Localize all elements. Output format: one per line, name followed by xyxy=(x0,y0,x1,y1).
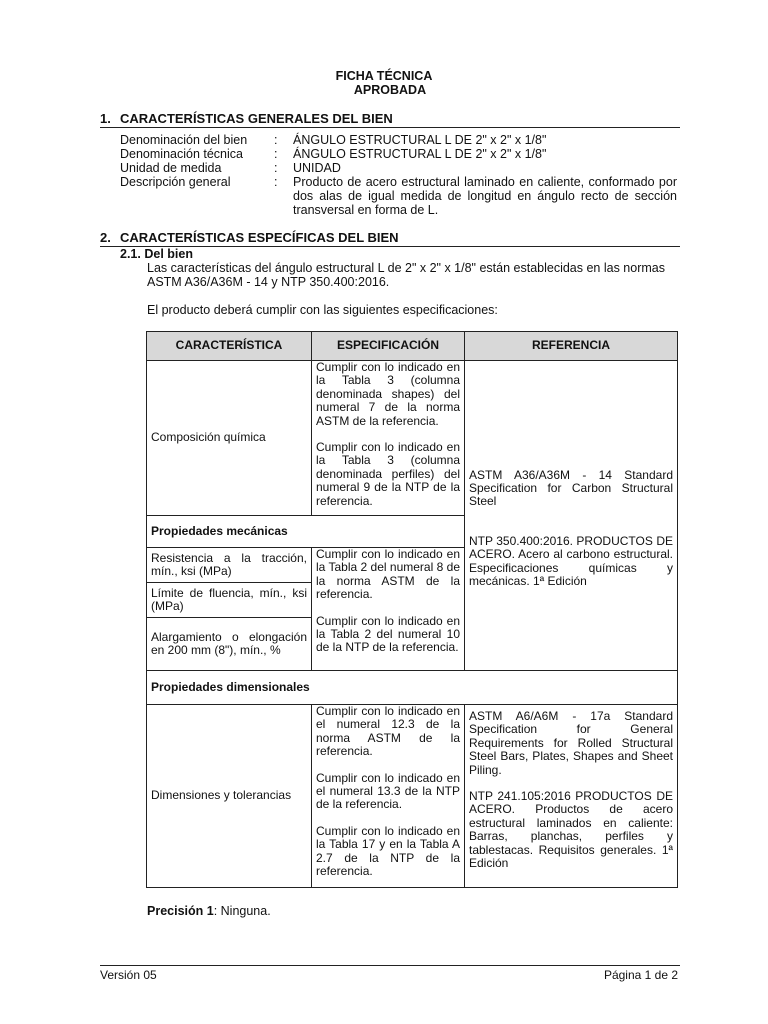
general-value: UNIDAD xyxy=(293,161,341,175)
general-label: Denominación técnica xyxy=(120,147,243,161)
reference-cell-2 xyxy=(465,705,678,888)
dim-spec-ntp-13: Cumplir con lo indicado en el numeral 13.3 de la NTP de la referencia. xyxy=(316,770,460,812)
section-2-heading xyxy=(100,230,680,247)
footer-version: Versión 05 xyxy=(100,968,157,982)
mech-spec-astm: Cumplir con lo indicado en la Tabla 2 del numeral 8 de la norma ASTM de la referencia. xyxy=(316,547,460,602)
table-header-row xyxy=(147,332,678,361)
general-value: ÁNGULO ESTRUCTURAL L DE 2" x 2" x 1/8" xyxy=(293,133,547,147)
dim-spec-astm: Cumplir con lo indicado en el numeral 12.3 de la norma ASTM de la referencia. xyxy=(316,704,460,759)
mech-header-cell: Propiedades mecánicas xyxy=(147,516,465,548)
document-status: APROBADA xyxy=(353,83,427,97)
general-label: Unidad de medida xyxy=(120,161,222,175)
mech-elongacion-cell: Alargamiento o elongación en 200 mm (8"), mín., % xyxy=(147,618,312,671)
header-caracteristica: CARACTERÍSTICA xyxy=(147,332,312,361)
chem-label-cell: Composición química xyxy=(147,361,312,516)
general-label: Descripción general xyxy=(120,175,231,189)
paragraph-especificaciones: El producto deberá cumplir con las siguientes especificaciones: xyxy=(147,303,498,317)
mech-spec-ntp: Cumplir con lo indicado en la Tabla 2 del numeral 10 de la NTP de la referencia. xyxy=(316,613,460,655)
section-1-heading xyxy=(100,111,680,128)
chem-spec-ntp: Cumplir con lo indicado en la Tabla 3 (columna denominada perfiles) del numeral 9 de la NTP de la referencia. xyxy=(316,440,460,508)
spacer xyxy=(316,759,460,772)
reference-ntp-350: NTP 350.400:2016. PRODUCTOS DE ACERO. Acero al carbono estructural. Especificaciones químicas y mecánicas. 1ª Edición xyxy=(469,533,673,589)
dim-label-cell: Dimensiones y tolerancias xyxy=(147,705,312,888)
subsection-number: 2.1. xyxy=(120,247,141,261)
dim-header-cell: Propiedades dimensionales xyxy=(147,671,678,705)
general-value: ÁNGULO ESTRUCTURAL L DE 2" x 2" x 1/8" xyxy=(293,147,547,161)
reference-astm-a6: ASTM A6/A6M - 17a Standard Specification for General Requirements for Rolled Structural Steel Bars, Plates, Shapes and Sheet Piling. xyxy=(469,709,673,777)
spacer xyxy=(316,812,460,825)
reference-astm-a36: ASTM A36/A36M - 14 Standard Specification for Carbon Structural Steel xyxy=(469,467,673,509)
general-value: Producto de acero estructural laminado en caliente, conformado por dos alas de igual medida de longitud en ángulo recto de sección transversal en forma de L. xyxy=(293,175,677,217)
subsection-heading xyxy=(120,247,193,261)
spacer xyxy=(316,602,460,615)
table-row-composicion xyxy=(147,361,678,516)
spacer xyxy=(469,509,673,535)
specifications-table xyxy=(146,331,678,888)
mech-spec-cell xyxy=(312,548,465,671)
section-2-title: CARACTERÍSTICAS ESPECÍFICAS DEL BIEN xyxy=(120,230,399,245)
footer-divider xyxy=(100,965,680,966)
section-1-title: CARACTERÍSTICAS GENERALES DEL BIEN xyxy=(120,111,393,126)
general-colon: : xyxy=(274,175,278,189)
header-referencia: REFERENCIA xyxy=(465,332,678,361)
precision-label: Precisión 1 xyxy=(147,904,214,918)
reference-cell-1 xyxy=(465,361,678,671)
mech-fluencia-cell: Límite de fluencia, mín., ksi (MPa) xyxy=(147,583,312,618)
header-especificacion: ESPECIFICACIÓN xyxy=(312,332,465,361)
section-2-number: 2. xyxy=(100,230,111,245)
general-colon: : xyxy=(274,147,278,161)
chem-spec-astm: Cumplir con lo indicado en la Tabla 3 (columna denominada shapes) del numeral 7 de la norma ASTM de la referencia. xyxy=(316,360,460,428)
precision-note xyxy=(147,904,679,918)
dim-spec-ntp-tabla17: Cumplir con lo indicado en la Tabla 17 y en la Tabla A 2.7 de la NTP de la referencia. xyxy=(316,823,460,879)
general-colon: : xyxy=(274,133,278,147)
general-colon: : xyxy=(274,161,278,175)
dim-spec-cell xyxy=(312,705,465,888)
precision-value: : Ninguna. xyxy=(213,904,271,918)
chem-spec-cell xyxy=(312,361,465,516)
table-row-dim-header xyxy=(147,671,678,705)
mech-traccion-cell: Resistencia a la tracción, mín., ksi (MPa) xyxy=(147,548,312,583)
subsection-title: Del bien xyxy=(144,247,193,261)
paragraph-normas: Las características del ángulo estructural L de 2" x 2" x 1/8" están establecidas en las normas ASTM A36/A36M - 14 y NTP 350.400:2016. xyxy=(147,261,665,289)
footer-page-number: Página 1 de 2 xyxy=(603,968,678,982)
general-label: Denominación del bien xyxy=(120,133,248,147)
document-title: FICHA TÉCNICA xyxy=(335,69,433,83)
table-row-dimensiones xyxy=(147,705,678,888)
reference-ntp-241: NTP 241.105:2016 PRODUCTOS DE ACERO. Productos de acero estructural laminados en caliente: Barras, planchas, perfiles y tablestacas. Requisitos generales. 1ª Edición xyxy=(469,789,673,871)
section-1-number: 1. xyxy=(100,111,111,126)
